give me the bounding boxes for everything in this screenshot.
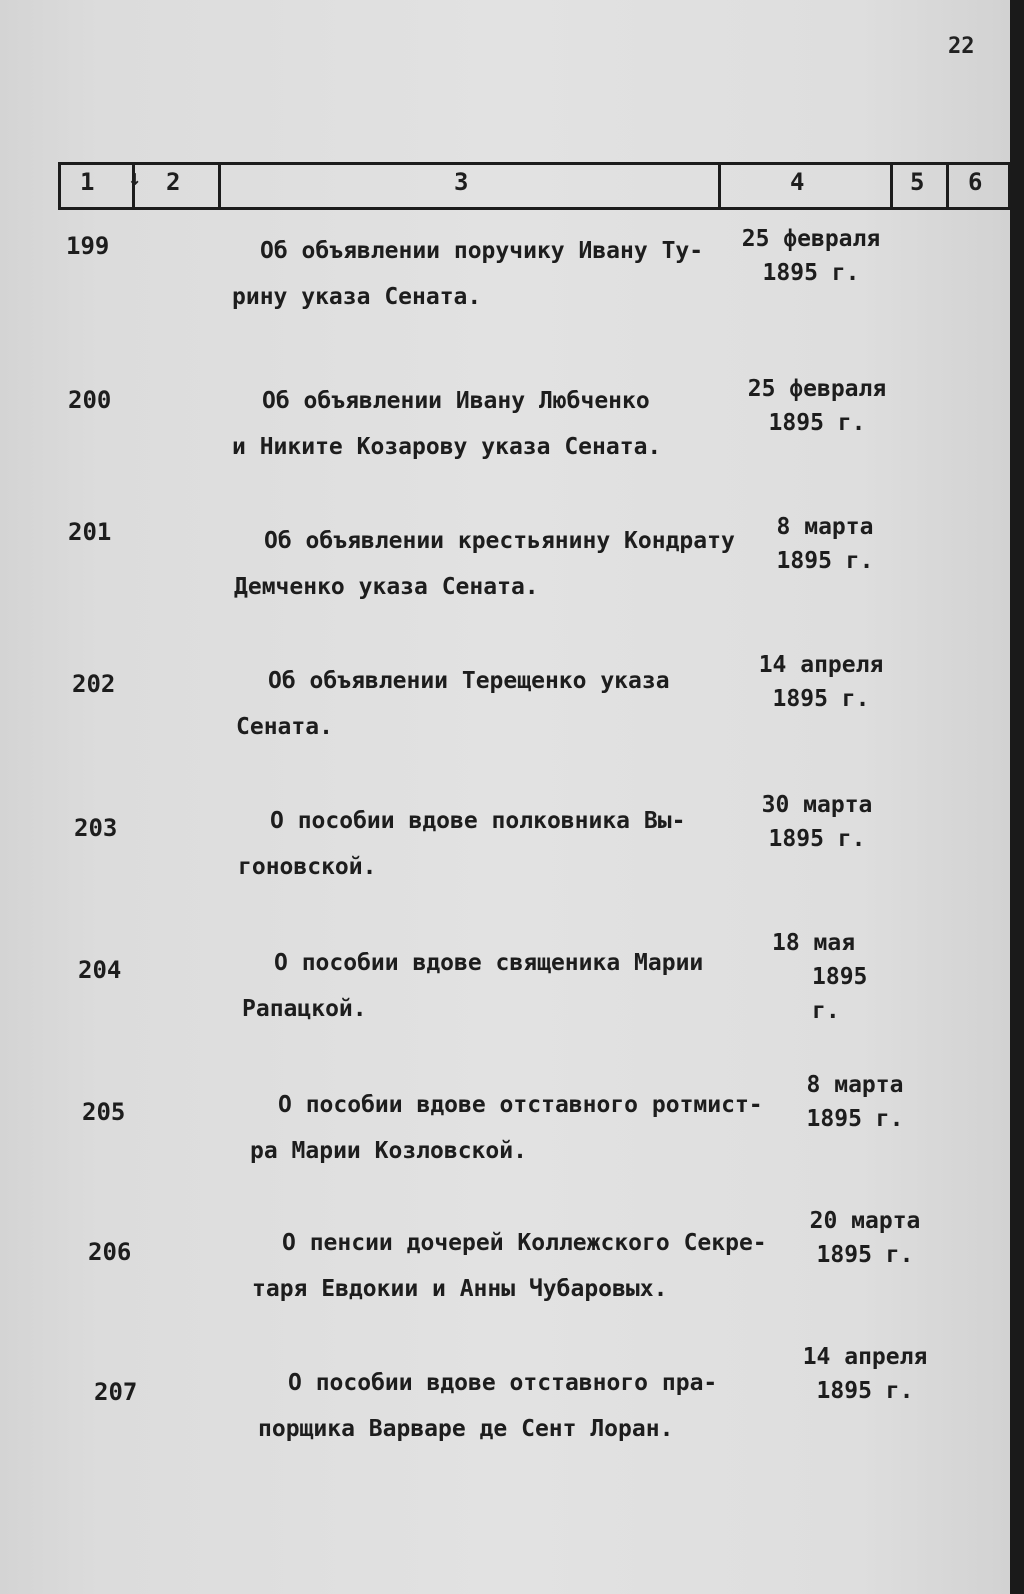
entry-number: 206 [88,1238,132,1266]
entry-number: 204 [78,956,122,984]
date-line: 20 марта [809,1208,921,1234]
date-year: 1895 г. [768,826,866,852]
header-divider [58,162,61,210]
date-year: 1895 г. [762,260,860,286]
column-number-3: 3 [454,168,469,196]
description-line: Рапацкой. [242,996,367,1022]
description-line: рину указа Сената. [232,284,482,310]
description-line: О пособии вдове полковника Вы- [270,808,686,834]
description-line: О пособии вдове священика Марии [274,950,704,976]
entry-date [780,1204,950,1272]
description-line: Об объявлении Терещенко указа [268,668,670,694]
date-year: 1895 г. [806,1106,904,1132]
description-line: Об объявлении поручику Ивану Ту- [260,238,704,264]
entry-description [250,1082,763,1174]
description-line: Сената. [236,714,333,740]
header-divider [718,162,721,210]
entry-description [232,228,703,320]
description-line: Демченко указа Сената. [234,574,539,600]
entry-date [740,510,910,578]
date-line: 30 марта [761,792,873,818]
date-line: 14 апреля [758,652,884,678]
description-line: Об объявлении крестьянину Кондрату [264,528,735,554]
description-line: Об объявлении Ивану Любченко [262,388,650,414]
entry-description [232,378,661,470]
column-number-5: 5 [910,168,925,196]
column-number-6: 6 [968,168,983,196]
entry-date [726,222,896,290]
description-line: О пособии вдове отставного пра- [288,1370,718,1396]
column-header-table [58,162,1010,210]
entry-date [736,648,906,716]
date-line: 8 марта [776,514,874,540]
date-year: 1895 г. [816,1242,914,1268]
entry-number: 200 [68,386,112,414]
date-line: 8 марта [806,1072,904,1098]
page-number: 22 [948,34,975,59]
entry-description [258,1360,717,1452]
description-line: О пособии вдове отставного ротмист- [278,1092,763,1118]
entry-date [726,926,896,1028]
entry-date [732,372,902,440]
date-line: 14 апреля [802,1344,928,1370]
header-divider [946,162,949,210]
entry-number: 207 [94,1378,138,1406]
description-line: гоновской. [238,854,377,880]
column-number-1: 1 [80,168,95,196]
entry-number: 203 [74,814,118,842]
description-line: таря Евдокии и Анны Чубаровых. [252,1276,668,1302]
entry-date [780,1340,950,1408]
entry-number: 202 [72,670,116,698]
date-year: 1895 г. [768,410,866,436]
description-line: О пенсии дочерей Коллежского Секре- [282,1230,767,1256]
column-number-4: 4 [790,168,805,196]
down-arrow-icon: ↓ [128,166,142,191]
date-year: 1895 г. [812,964,868,1024]
date-line: 25 февраля [741,226,881,252]
entry-description [238,798,685,890]
entry-description [252,1220,767,1312]
entry-date [732,788,902,856]
entry-number: 199 [66,232,110,260]
date-year: 1895 г. [776,548,874,574]
description-line: ра Марии Козловской. [250,1138,527,1164]
entry-date [770,1068,940,1136]
header-divider [218,162,221,210]
entry-description [234,518,735,610]
description-line: и Никите Козарову указа Сената. [232,434,662,460]
entry-number: 201 [68,518,112,546]
date-line: 18 мая [772,930,856,956]
description-line: порщика Варваре де Сент Лоран. [258,1416,674,1442]
header-divider [890,162,893,210]
column-number-2: 2 [166,168,181,196]
entry-description [242,940,703,1032]
date-year: 1895 г. [772,686,870,712]
date-line: 25 февраля [747,376,887,402]
header-bottom-rule [58,207,1010,210]
date-year: 1895 г. [816,1378,914,1404]
entry-description [236,658,670,750]
header-divider [1008,162,1010,210]
entry-number: 205 [82,1098,126,1126]
header-top-rule [58,162,1010,165]
